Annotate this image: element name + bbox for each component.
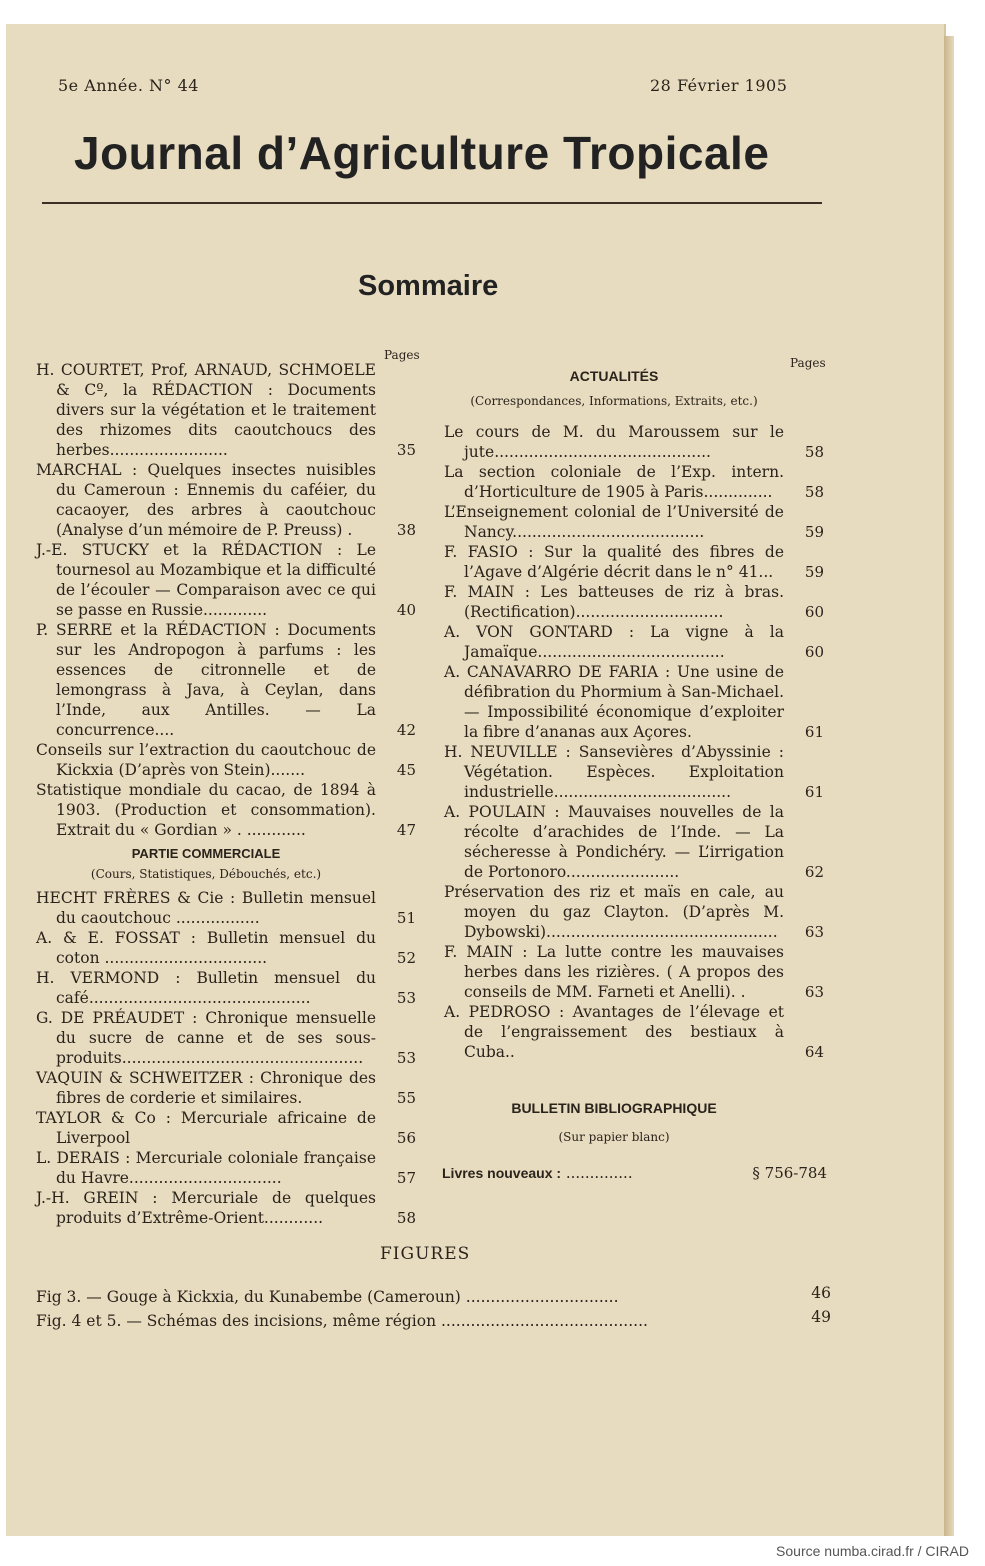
toc-entry-text: A. POULAIN : Mauvaises nouvelles de la récolte d’arachides de l’Inde. — La sécheresse à Pondichéry. — L’irrigation de Portonoro....................... <box>444 803 784 881</box>
figures-heading: FIGURES <box>380 1244 471 1264</box>
issue-date: 28 Février 1905 <box>650 76 788 95</box>
toc-entry <box>36 1148 416 1188</box>
commerce-heading: PARTIE COMMERCIALE <box>131 846 281 861</box>
toc-entry-text: MARCHAL : Quelques insectes nuisibles du Cameroun : Ennemis du caféier, du cacaoyer, des arbres à caoutchouc (Analyse d’un mémoire de P. Preuss) . <box>36 461 376 539</box>
right-entry-list <box>444 422 824 1062</box>
toc-entry-text: F. FASIO : Sur la qualité des fibres de l’Agave d’Algérie décrit dans le n° 41... <box>444 543 784 581</box>
toc-entry-text: HECHT FRÈRES & Cie : Bulletin mensuel du caoutchouc ................. <box>36 889 376 927</box>
toc-entry-text: H. COURTET, Prof, ARNAUD, SCHMOELE & Cº, la RÉDACTION : Documents divers sur la végétation et le traitement des rhizomes dits caoutchoucs des herbes........................ <box>36 361 376 459</box>
toc-entry <box>444 1002 824 1062</box>
toc-entry-page: 60 <box>804 643 824 661</box>
toc-entry <box>36 620 416 740</box>
toc-entry-page: 56 <box>396 1129 416 1147</box>
toc-entry-page: 53 <box>396 989 416 1007</box>
biblio-subheading: (Sur papier blanc) <box>558 1130 670 1144</box>
biblio-dots: .............. <box>565 1164 633 1182</box>
toc-entry-page: 58 <box>804 443 824 461</box>
commerce-entry-list <box>36 888 416 1228</box>
toc-entry <box>444 422 824 462</box>
toc-entry <box>36 1068 416 1108</box>
toc-entry-page: 60 <box>804 603 824 621</box>
biblio-heading: BULLETIN BIBLIOGRAPHIQUE <box>511 1100 717 1116</box>
toc-entry <box>444 622 824 662</box>
toc-entry-text: TAYLOR & Co : Mercuriale africaine de Liverpool <box>36 1109 376 1147</box>
toc-entry <box>444 742 824 802</box>
toc-entry-page: 64 <box>804 1043 824 1061</box>
toc-entry-text: A. PEDROSO : Avantages de l’élevage et de l’engraissement des bestiaux à Cuba.. <box>444 1003 784 1061</box>
commerce-subheading: (Cours, Statistiques, Débouchés, etc.) <box>90 867 322 881</box>
figure-entry <box>36 1308 831 1330</box>
toc-entry-page: 59 <box>804 523 824 541</box>
toc-entry-page: 63 <box>804 923 824 941</box>
toc-entry-text: VAQUIN & SCHWEITZER : Chronique des fibres de corderie et similaires. <box>36 1069 376 1107</box>
toc-entry-text: L’Enseignement colonial de l’Université de Nancy....................................... <box>444 503 784 541</box>
toc-entry-text: G. DE PRÉAUDET : Chronique mensuelle du sucre de canne et de ses sous-produits................................................. <box>36 1009 376 1067</box>
figure-page: 46 <box>811 1284 831 1302</box>
toc-entry-text: Conseils sur l’extraction du caoutchouc de Kickxia (D’après von Stein)....... <box>36 741 376 779</box>
toc-entry <box>444 502 824 542</box>
toc-entry-text: Le cours de M. du Maroussem sur le jute............................................ <box>444 423 784 461</box>
toc-entry <box>36 1108 416 1148</box>
toc-entry-page: 61 <box>804 723 824 741</box>
toc-entry-text: P. SERRE et la RÉDACTION : Documents sur les Andropogon à parfums : les essences de citronnelle et de lemongrass à Java, à Ceylan, dans l’Inde, aux Antilles. — La concurrence.... <box>36 621 376 739</box>
actualites-subheading: (Correspondances, Informations, Extraits, etc.) <box>470 394 758 408</box>
toc-entry-page: 42 <box>396 721 416 739</box>
source-credit: Source numba.cirad.fr / CIRAD <box>776 1543 969 1559</box>
toc-entry-page: 45 <box>396 761 416 779</box>
toc-entry-page: 63 <box>804 983 824 1001</box>
toc-entry <box>36 968 416 1008</box>
toc-entry-page: 38 <box>396 521 416 539</box>
left-column <box>36 360 416 1228</box>
figure-entry <box>36 1284 831 1306</box>
toc-entry-page: 62 <box>804 863 824 881</box>
toc-entry <box>444 582 824 622</box>
toc-entry <box>36 540 416 620</box>
toc-entry <box>36 1188 416 1228</box>
toc-entry-text: H. NEUVILLE : Sansevières d’Abyssinie : Végétation. Espèces. Exploitation industrielle.................................... <box>444 743 784 801</box>
toc-entry-text: A. VON GONTARD : La vigne à la Jamaïque...................................... <box>444 623 784 661</box>
figure-text: Fig 3. — Gouge à Kickxia, du Kunabembe (Cameroun) ............................... <box>36 1288 619 1306</box>
toc-entry <box>36 888 416 928</box>
toc-entry-text: F. MAIN : La lutte contre les mauvaises herbes dans les rizières. ( A propos des conseils de MM. Farneti et Anelli). . <box>444 943 784 1001</box>
figure-page: 49 <box>811 1308 831 1326</box>
toc-entry <box>444 662 824 742</box>
toc-entry-page: 51 <box>396 909 416 927</box>
page-edge <box>944 36 954 1536</box>
figure-text: Fig. 4 et 5. — Schémas des incisions, même région .......................................... <box>36 1312 648 1330</box>
toc-entry <box>36 460 416 540</box>
toc-entry-page: 53 <box>396 1049 416 1067</box>
toc-entry-text: F. MAIN : Les batteuses de riz à bras. (Rectification).............................. <box>444 583 784 621</box>
sommaire-heading: Sommaire <box>358 270 499 302</box>
toc-entry-text: H. VERMOND : Bulletin mensuel du café............................................. <box>36 969 376 1007</box>
actualites-heading: ACTUALITÉS <box>569 368 659 384</box>
toc-entry <box>444 942 824 1002</box>
biblio-entry <box>442 1164 827 1182</box>
pages-label-left: Pages <box>384 348 420 362</box>
toc-entry-page: 59 <box>804 563 824 581</box>
toc-entry-text: La section coloniale de l’Exp. intern. d’Horticulture de 1905 à Paris.............. <box>444 463 784 501</box>
toc-entry-page: 61 <box>804 783 824 801</box>
issue-number: 5e Année. N° 44 <box>58 76 199 95</box>
toc-entry-page: 47 <box>396 821 416 839</box>
toc-entry-page: 57 <box>396 1169 416 1187</box>
toc-entry <box>444 462 824 502</box>
toc-entry <box>36 780 416 840</box>
toc-entry-text: J.-E. STUCKY et la RÉDACTION : Le tournesol au Mozambique et la difficulté de l’écouler — Comparaison avec ce qui se passe en Russie............. <box>36 541 376 619</box>
toc-entry <box>36 740 416 780</box>
title-rule <box>42 202 822 204</box>
toc-entry-text: A. & E. FOSSAT : Bulletin mensuel du coton ................................. <box>36 929 376 967</box>
toc-entry-text: Statistique mondiale du cacao, de 1894 à 1903. (Production et consommation). Extrait du « Gordian » . ............ <box>36 781 376 839</box>
toc-entry <box>36 1008 416 1068</box>
toc-entry <box>36 360 416 460</box>
toc-entry <box>444 882 824 942</box>
toc-entry-page: 35 <box>396 441 416 459</box>
toc-entry-page: 40 <box>396 601 416 619</box>
left-entry-list <box>36 360 416 840</box>
biblio-label: Livres nouveaux : <box>442 1165 562 1181</box>
pages-label-right: Pages <box>790 356 826 370</box>
toc-entry <box>444 542 824 582</box>
toc-entry-text: Préservation des riz et maïs en cale, au moyen du gaz Clayton. (D’après M. Dybowski)............................................... <box>444 883 784 941</box>
toc-entry-text: J.-H. GREIN : Mercuriale de quelques produits d’Extrême-Orient............ <box>36 1189 376 1227</box>
toc-entry-page: 52 <box>396 949 416 967</box>
toc-entry <box>36 928 416 968</box>
toc-entry-page: 55 <box>396 1089 416 1107</box>
biblio-ref: § 756-784 <box>752 1164 827 1182</box>
toc-entry <box>444 802 824 882</box>
journal-title: Journal d’Agriculture Tropicale <box>74 127 770 179</box>
toc-entry-text: L. DERAIS : Mercuriale coloniale française du Havre............................... <box>36 1149 376 1187</box>
toc-entry-text: A. CANAVARRO DE FARIA : Une usine de défibration du Phormium à San-Michael. — Impossibilité économique d’exploiter la fibre d’ananas aux Açores. <box>444 663 784 741</box>
toc-entry-page: 58 <box>804 483 824 501</box>
toc-entry-page: 58 <box>396 1209 416 1227</box>
right-column <box>444 422 824 1062</box>
